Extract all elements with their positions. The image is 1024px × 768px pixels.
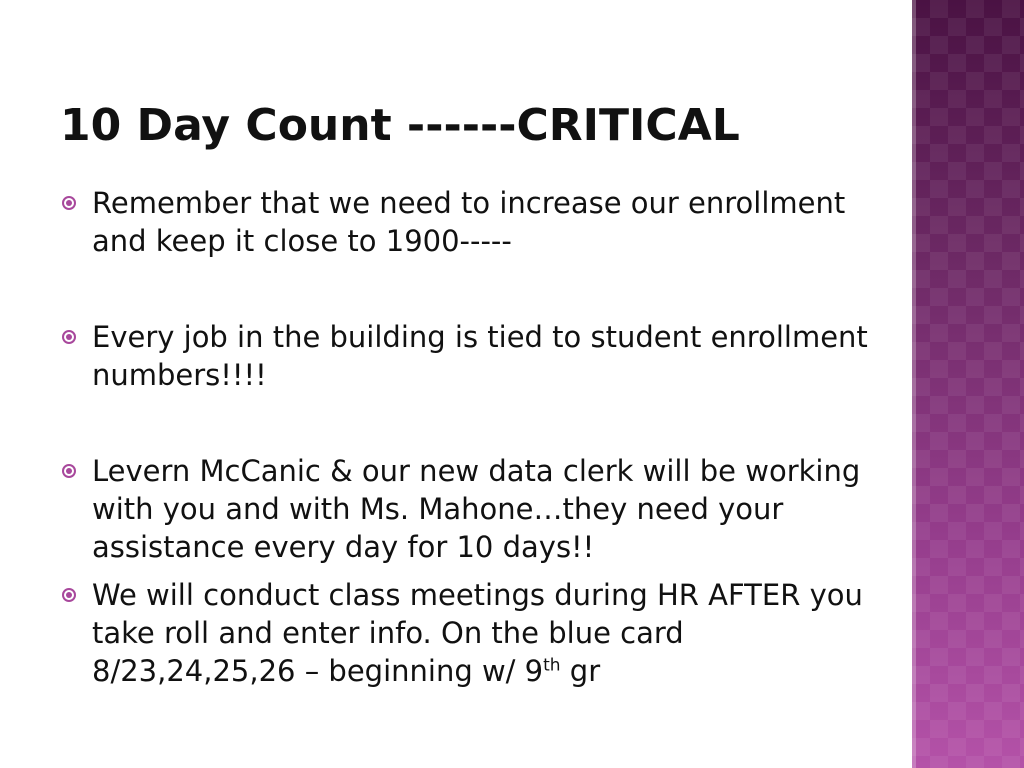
bullet-circle-icon [62,464,76,478]
bullet-text [92,578,863,688]
bullet-item [62,184,882,260]
bullet-text: Remember that we need to increase our enrollment and keep it close to 1900----- [92,186,846,258]
band-edge-highlight [912,0,916,768]
bullet-text-tail: gr [560,654,601,688]
bullet-item [62,318,882,394]
bullet-list [62,184,882,690]
bullet-item [62,576,882,690]
bullet-item [62,452,882,566]
decorative-side-band [912,0,1024,768]
bullet-text: Levern McCanic & our new data clerk will be working with you and with Ms. Mahone…they need your assistance every day for 10 days!! [92,454,861,564]
slide-title: 10 Day Count ------CRITICAL [60,100,740,151]
bullet-circle-icon [62,330,76,344]
ordinal-superscript: th [543,655,561,676]
bullet-circle-icon [62,196,76,210]
bullet-text-main: We will conduct class meetings during HR AFTER you take roll and enter info. On the blue card 8/23,24,25,26 – beginning w/ 9 [92,578,863,688]
bullet-circle-icon [62,588,76,602]
diamond-pattern [912,0,1024,768]
bullet-text: Every job in the building is tied to student enrollment numbers!!!! [92,320,868,392]
